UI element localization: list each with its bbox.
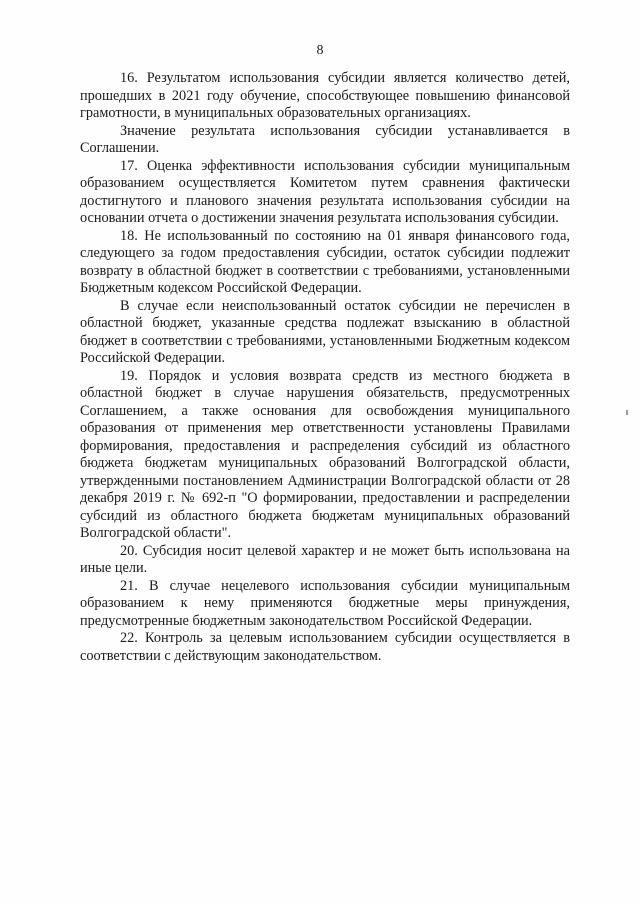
document-body [80, 70, 570, 665]
scan-speck [626, 410, 628, 415]
paragraph-20-targeted-use: 20. Субсидия носит целевой характер и не может быть использована на иные цели. [80, 542, 570, 576]
paragraph-16-result: 16. Результатом использования субсидии является количество детей, прошедших в 2021 году обучение, способствующее повышению финансовой грамотности, в муниципальных образовательных организациях. [80, 70, 570, 121]
paragraph-21-misuse: 21. В случае нецелевого использования субсидии муниципальным образованием к нему применяются бюджетные меры принуждения, предусмотренные бюджетным законодательством Российской Федерации. [80, 577, 570, 629]
paragraph-22-control: 22. Контроль за целевым использованием субсидии осуществляется в соответствии с действующим законодательством. [80, 630, 570, 664]
paragraph-18-unused-balance: 18. Не использованный по состоянию на 01 января финансового года, следующего за годом предоставления субсидии, остаток субсидии подлежит возврату в областной бюджет в соответствии с требованиями, установленными Бюджетным кодексом Российской Федерации. [80, 227, 570, 296]
page-number: 8 [316, 43, 324, 58]
paragraph-result-value: Значение результата использования субсидии устанавливается в Соглашении. [80, 122, 570, 156]
paragraph-19-return-procedure: 19. Порядок и условия возврата средств из местного бюджета в областной бюджет в случае нарушения обязательств, предусмотренных Соглашением, а также основания для освобождения муниципального образования от применения мер ответственности установлены Правилами формирования, предоставления и распределения субсидий из областного бюджета бюджетам муниципальных образований Волгоградской области, утвержденными постановлением Администрации Волгоградской области от 28 декабря 2019 г. № 692-п "О формировании, предоставлении и распределении субсидий из областного бюджета бюджетам муниципальных образований Волгоградской области". [80, 367, 570, 541]
paragraph-recovery: В случае если неиспользованный остаток субсидии не перечислен в областной бюджет, указанные средства подлежат взысканию в областной бюджет в соответствии с требованиями, установленными Бюджетным кодексом Российской Федерации. [80, 297, 570, 366]
paragraph-17-efficiency: 17. Оценка эффективности использования субсидии муниципальным образованием осуществляется Комитетом путем сравнения фактически достигнутого и планового значения результата использования субсидии на основании отчета о достижении значения результата использования субсидии. [80, 157, 570, 226]
